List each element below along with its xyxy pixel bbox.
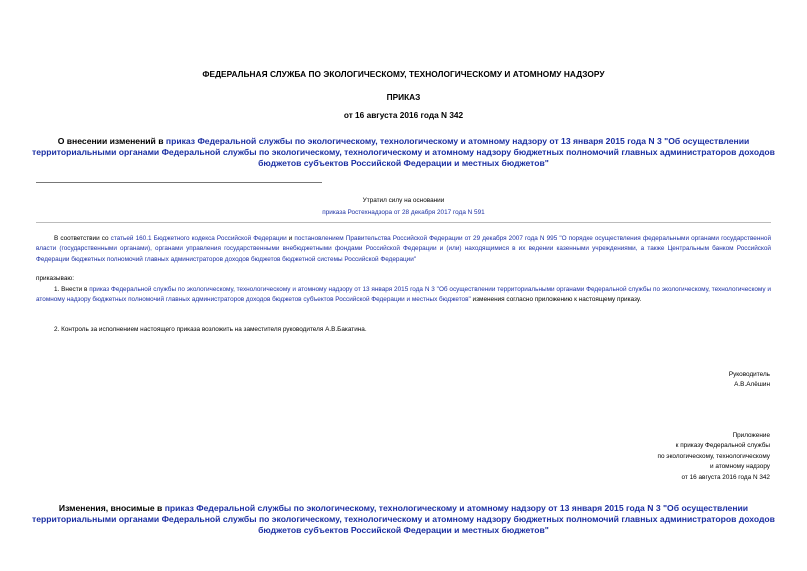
agency-heading: ФЕДЕРАЛЬНАЯ СЛУЖБА ПО ЭКОЛОГИЧЕСКОМУ, ТЕХНОЛОГИЧЕСКОМУ И АТОМНОМУ НАДЗОРУ <box>202 69 605 79</box>
lost-force-text: Утратил силу на основании <box>362 197 445 204</box>
item-1-order-link[interactable]: приказ Федеральной службы по экологическому, технологическому и атомному надзору от 13 января 2015 года N 3 "Об осуществлении территориальными органами Федеральной службы по экологическому, технологическому и атомному надзору бюджетных полномочий главных администраторов доходов бюджетов субъектов Российской Федерации и местных бюджетов" <box>36 286 771 304</box>
document-title <box>30 136 777 169</box>
preamble-text-and: и <box>286 235 295 242</box>
appendix-title-link[interactable]: приказ Федеральной службы по экологическому, технологическому и атомному надзору от 13 января 2015 года N 3 "Об осуществлении территориальными органами Федеральной службы по экологическому, технологическому и атомному надзору бюджетных полномочий главных администраторов доходов бюджетов субъектов Российской Федерации и местных бюджетов" <box>32 503 775 535</box>
item-1-text: 1. Внести в <box>54 286 90 293</box>
signature-name: А.В.Алёшин <box>734 381 770 389</box>
item-2-paragraph: 2. Контроль за исполнением настоящего приказа возложить на заместителя руководителя А.В.Бакатина. <box>54 326 367 333</box>
appendix-title <box>30 503 777 536</box>
preamble-text: В соответствии со <box>54 235 111 242</box>
appendix-line-3: по экологическому, технологическому <box>657 452 770 460</box>
order-heading: ПРИКАЗ <box>386 92 421 102</box>
title-prefix: О внесении изменений в <box>57 136 166 146</box>
government-decree-link[interactable]: постановлением Правительства Российской Федерации от 29 декабря 2007 года N 995 "О порядке осуществления федеральными органами государственной власти (государственными органами), органами управления государственными внебюджетными фондами Российской Федерации и (или) находящимися в их ведении казенными учреждениями, а также Центральным банком Российской Федерации бюджетных полномочий главных администраторов доходов бюджетов бюджетной системы Российской Федерации" <box>36 235 772 263</box>
signature-block <box>729 370 770 391</box>
item-1-text-end: изменения согласно приложению к настоящему приказу. <box>470 296 642 304</box>
order-date: от 16 августа 2016 года N 342 <box>343 110 464 120</box>
appendix-header <box>658 431 770 483</box>
order-word: приказываю: <box>36 275 74 282</box>
item-1-paragraph <box>36 285 771 306</box>
title-link[interactable]: приказ Федеральной службы по экологическому, технологическому и атомному надзору от 13 января 2015 года N 3 "Об осуществлении территориальными органами Федеральной службы по экологическому, технологическому и атомному надзору бюджетных полномочий главных администраторов доходов бюджетов субъектов Российской Федерации и местных бюджетов" <box>32 136 775 168</box>
appendix-line-4: и атомному надзору <box>710 463 770 471</box>
budget-code-link[interactable]: статьей 160.1 Бюджетного кодекса Российской Федерации <box>110 235 287 242</box>
appendix-line-2: к приказу Федеральной службы <box>675 442 770 450</box>
appendix-line-1: Приложение <box>732 432 770 439</box>
divider-long <box>36 222 771 223</box>
signature-role: Руководитель <box>728 371 770 378</box>
lost-force-link[interactable]: приказа Ростехнадзора от 28 декабря 2017 года N 591 <box>322 209 485 216</box>
divider-short <box>36 182 322 183</box>
preamble-paragraph <box>36 234 771 265</box>
appendix-line-5: от 16 августа 2016 года N 342 <box>681 473 770 481</box>
appendix-title-prefix: Изменения, вносимые в <box>58 503 165 513</box>
lost-force-note <box>0 195 807 219</box>
